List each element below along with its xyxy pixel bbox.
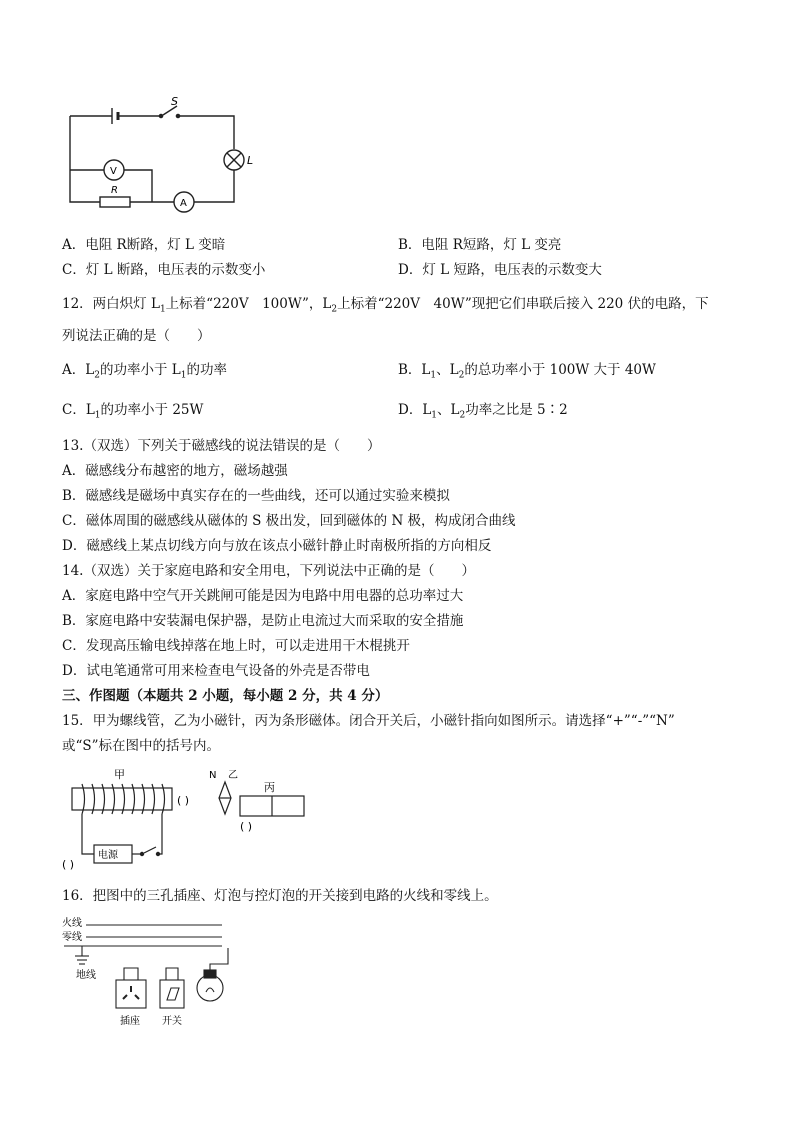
q13-option-c: C．磁体周围的磁感线从磁体的 S 极出发，回到磁体的 N 极，构成闭合曲线 (62, 513, 516, 529)
neutral-wire-label: 零线 (62, 932, 82, 943)
voltmeter-label: V (110, 166, 117, 177)
q11-option-b: B．电阻 R短路，灯 L 变亮 (398, 237, 562, 253)
q16-stem: 16．把图中的三孔插座、灯泡与控灯泡的开关接到电路的火线和零线上。 (62, 888, 498, 904)
socket-label: 插座 (120, 1016, 140, 1027)
q12-option-d: D．$L_1$、$L_2$功率之比是 5∶2 (398, 402, 568, 421)
live-wire-label: 火线 (62, 918, 82, 929)
q11-circuit-diagram (64, 94, 254, 219)
solenoid-bracket: ( ) (177, 794, 190, 807)
q14-option-c: C．发现高压输电线掉落在地上时，可以走进用干木棍挑开 (62, 638, 410, 654)
ammeter-label: A (180, 198, 187, 209)
switch-label: S (171, 95, 178, 108)
magnet-label: 丙 (264, 781, 275, 794)
q15-stem-line1: 15．甲为螺线管，乙为小磁针，丙为条形磁体。闭合开关后，小磁针指向如图所示。请选择“+”“-”“N” (62, 713, 675, 729)
q14-option-a: A．家庭电路中空气开关跳闸可能是因为电路中用电器的总功率过大 (62, 588, 464, 604)
q11-option-d: D．灯 L 短路，电压表的示数变大 (398, 262, 602, 278)
power-bracket: ( ) (62, 858, 75, 871)
q14-option-b: B．家庭电路中安装漏电保护器，是防止电流过大而采取的安全措施 (62, 613, 464, 629)
switch-label: 开关 (162, 1016, 182, 1027)
needle-name-label: 乙 (228, 770, 238, 781)
q16-wiring-diagram (62, 912, 240, 1028)
q15-magnet-diagram (62, 762, 312, 874)
magnet-bracket: ( ) (240, 820, 253, 833)
lamp-label: L (247, 154, 254, 167)
ground-wire-label: 地线 (76, 970, 96, 981)
q14-option-d: D．试电笔通常可用来检查电气设备的外壳是否带电 (62, 663, 370, 679)
q15-stem-line2: 或“S”标在图中的括号内。 (62, 738, 221, 754)
q13-option-d: D．磁感线上某点切线方向与放在该点小磁针静止时南极所指的方向相反 (62, 538, 492, 554)
power-source-label: 电源 (98, 850, 118, 861)
q14-stem: 14.（双选）关于家庭电路和安全用电，下列说法中正确的是（ ） (62, 563, 475, 579)
q13-option-a: A．磁感线分布越密的地方，磁场越强 (62, 463, 288, 479)
q12-option-b: B．$L_1$、$L_2$的总功率小于 100W 大于 40W (398, 362, 656, 381)
q11-option-a: A．电阻 R断路，灯 L 变暗 (62, 237, 226, 253)
resistor-label: R (111, 185, 118, 196)
section-3-title: 三、作图题（本题共 2 小题，每小题 2 分，共 4 分） (62, 688, 389, 704)
needle-n-label: N (209, 770, 217, 781)
q12-option-c: C．$L_1$的功率小于 25W (62, 402, 204, 421)
q11-option-c: C．灯 L 断路，电压表的示数变小 (62, 262, 266, 278)
q13-stem: 13.（双选）下列关于磁感线的说法错误的是（ ） (62, 438, 381, 454)
q13-option-b: B．磁感线是磁场中真实存在的一些曲线，还可以通过实验来模拟 (62, 488, 450, 504)
solenoid-label: 甲 (114, 768, 125, 781)
q12-stem-line1: 12．两白炽灯 $L_1$上标着“220V 100W”，$L_2$上标着“220V 40W”现把它们串联后接入 220 伏的电路，下 (62, 296, 709, 315)
q12-option-a: A．$L_2$的功率小于 $L_1$的功率 (62, 362, 227, 381)
q12-stem-line2: 列说法正确的是（ ） (62, 328, 211, 344)
